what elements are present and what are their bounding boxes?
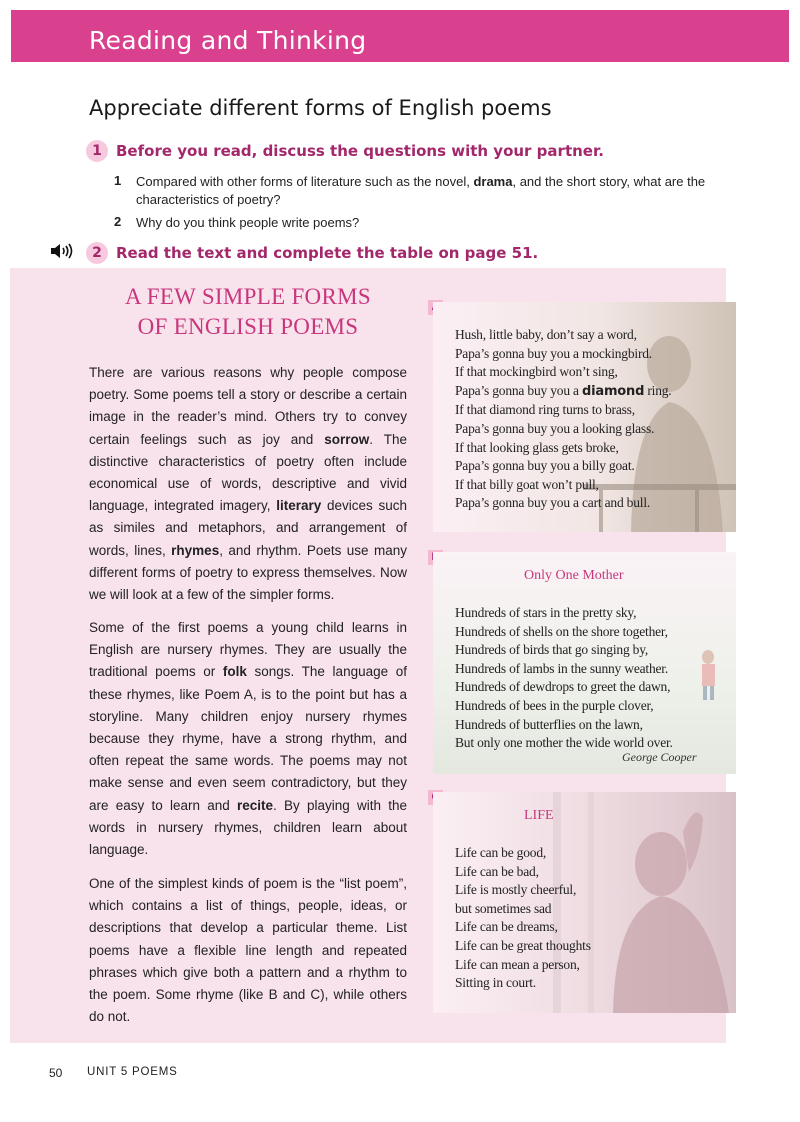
poem-b-line: Hundreds of lambs in the sunny weather. bbox=[455, 660, 669, 676]
task-1-number: 1 bbox=[86, 140, 108, 162]
poem-a-box bbox=[433, 302, 736, 532]
question-1-text-a: Compared with other forms of literature such as the novel, bbox=[136, 174, 474, 189]
article-paragraph-2: Some of the first poems a young child learns in English are nursery rhymes. They are usually the traditional poems or folk songs. The language of these rhymes, like Poem A, is to the point but has a storyline. Many children enjoy nursery rhymes because they rhyme, have a strong rhythm, and often repeat the same words. The poems may not make sense and even seem contradictory, but they are easy to learn and recite. By playing with the words in nursery rhymes, children learn about language. bbox=[89, 620, 407, 858]
keyword-literary: literary bbox=[276, 498, 322, 514]
keyword-recite: recite bbox=[236, 797, 274, 813]
poem-c-line: Life can be bad, bbox=[455, 863, 539, 879]
article-title-line-1: A FEW SIMPLE FORMS bbox=[125, 284, 371, 309]
poem-b-line: Hundreds of shells on the shore together, bbox=[455, 623, 668, 639]
poem-a-line: Hush, little baby, don’t say a word, bbox=[455, 327, 637, 342]
question-2-text: Why do you think people write poems? bbox=[136, 215, 360, 230]
lesson-subtitle: Appreciate different forms of English poems bbox=[89, 96, 552, 120]
task-2-text: Read the text and complete the table on page 51. bbox=[116, 244, 539, 262]
article-title bbox=[88, 282, 408, 342]
poem-b-line: Hundreds of bees in the purple clover, bbox=[455, 697, 654, 713]
poem-c-line: Life can be great thoughts bbox=[455, 937, 591, 953]
poem-b-line: Hundreds of stars in the pretty sky, bbox=[455, 605, 637, 620]
task-2 bbox=[86, 242, 538, 264]
speaker-icon[interactable] bbox=[50, 243, 74, 259]
poem-c-text bbox=[455, 844, 591, 993]
poem-c-box bbox=[433, 792, 736, 1013]
question-1-number: 1 bbox=[114, 173, 122, 188]
poem-c-line: Life is mostly cheerful, bbox=[455, 882, 577, 898]
poem-b-title: Only One Mother bbox=[524, 568, 624, 583]
article-paragraph-3: One of the simplest kinds of poem is the “list poem”, which contains a list of things, people, ideas, or descriptions that develop a particular theme. List poems have a flexible line length and repeated phrases which give both a pattern and a rhythm to the poem. Some rhyme (like B and C), while others do not. bbox=[89, 876, 407, 1025]
question-1 bbox=[114, 173, 706, 209]
poem-b-line: Hundreds of birds that go singing by, bbox=[455, 642, 649, 658]
page-number: 50 bbox=[49, 1066, 63, 1080]
section-title: Reading and Thinking bbox=[89, 26, 367, 55]
poem-b-text bbox=[455, 604, 673, 753]
poem-c-line: Sitting in court. bbox=[455, 975, 536, 991]
poem-c-line: Life can be dreams, bbox=[455, 919, 558, 935]
poem-b-author: George Cooper bbox=[622, 750, 697, 764]
task-1 bbox=[86, 140, 604, 162]
poem-a-text bbox=[455, 326, 671, 513]
poem-c-line: Life can be good, bbox=[455, 845, 547, 860]
poem-b-line: Hundreds of butterflies on the lawn, bbox=[455, 716, 643, 732]
question-2-number: 2 bbox=[114, 214, 122, 229]
poem-a-line: Papa’s gonna buy you a mockingbird. bbox=[455, 345, 652, 361]
poem-b-line: Hundreds of dewdrops to greet the dawn, bbox=[455, 679, 671, 695]
task-1-text: Before you read, discuss the questions with your partner. bbox=[116, 142, 604, 160]
keyword-rhymes: rhymes bbox=[171, 542, 220, 558]
poem-c-line: but sometimes sad bbox=[455, 900, 552, 916]
poem-c-line: Life can mean a person, bbox=[455, 956, 580, 972]
task-2-number: 2 bbox=[86, 242, 108, 264]
poem-a-line: If that diamond ring turns to brass, bbox=[455, 402, 635, 418]
article-title-line-2: OF ENGLISH POEMS bbox=[137, 314, 359, 339]
poem-a-line: Papa’s gonna buy you a cart and bull. bbox=[455, 495, 651, 511]
poem-a-line: If that billy goat won’t pull, bbox=[455, 476, 599, 492]
poem-a-line: If that mockingbird won’t sing, bbox=[455, 364, 618, 380]
keyword-folk: folk bbox=[222, 664, 247, 680]
question-1-text-b: , and the short story, what are the characteristics of poetry? bbox=[136, 174, 706, 207]
question-2 bbox=[114, 214, 706, 232]
poem-b-box bbox=[433, 552, 736, 774]
poem-b-line: But only one mother the wide world over. bbox=[455, 735, 673, 751]
poem-a-line: Papa’s gonna buy you a looking glass. bbox=[455, 420, 655, 436]
article-paragraph-1: There are various reasons why people compose poetry. Some poems tell a story or describe a certain image in the reader’s mind. Others try to convey certain feelings such as joy and sorrow. The distinctive characteristics of poetry often include economical use of words, descriptive and vivid language, integrated imagery, literary devices such as similes and metaphors, and arrangement of words, lines, rhymes, and rhythm. Poets use many different forms of poetry to express themselves. Now we will look at a few of the simpler forms. bbox=[89, 365, 407, 603]
poem-a-line: If that looking glass gets broke, bbox=[455, 439, 619, 455]
question-1-keyword: drama bbox=[473, 174, 513, 189]
unit-label: UNIT 5 POEMS bbox=[87, 1066, 178, 1078]
poem-a-line: Papa’s gonna buy you a billy goat. bbox=[455, 458, 635, 474]
keyword-diamond: diamond bbox=[582, 383, 645, 399]
poem-a-line: Papa’s gonna buy you a diamond ring. bbox=[455, 382, 672, 399]
keyword-sorrow: sorrow bbox=[324, 431, 370, 447]
poem-c-title: LIFE bbox=[524, 808, 554, 823]
